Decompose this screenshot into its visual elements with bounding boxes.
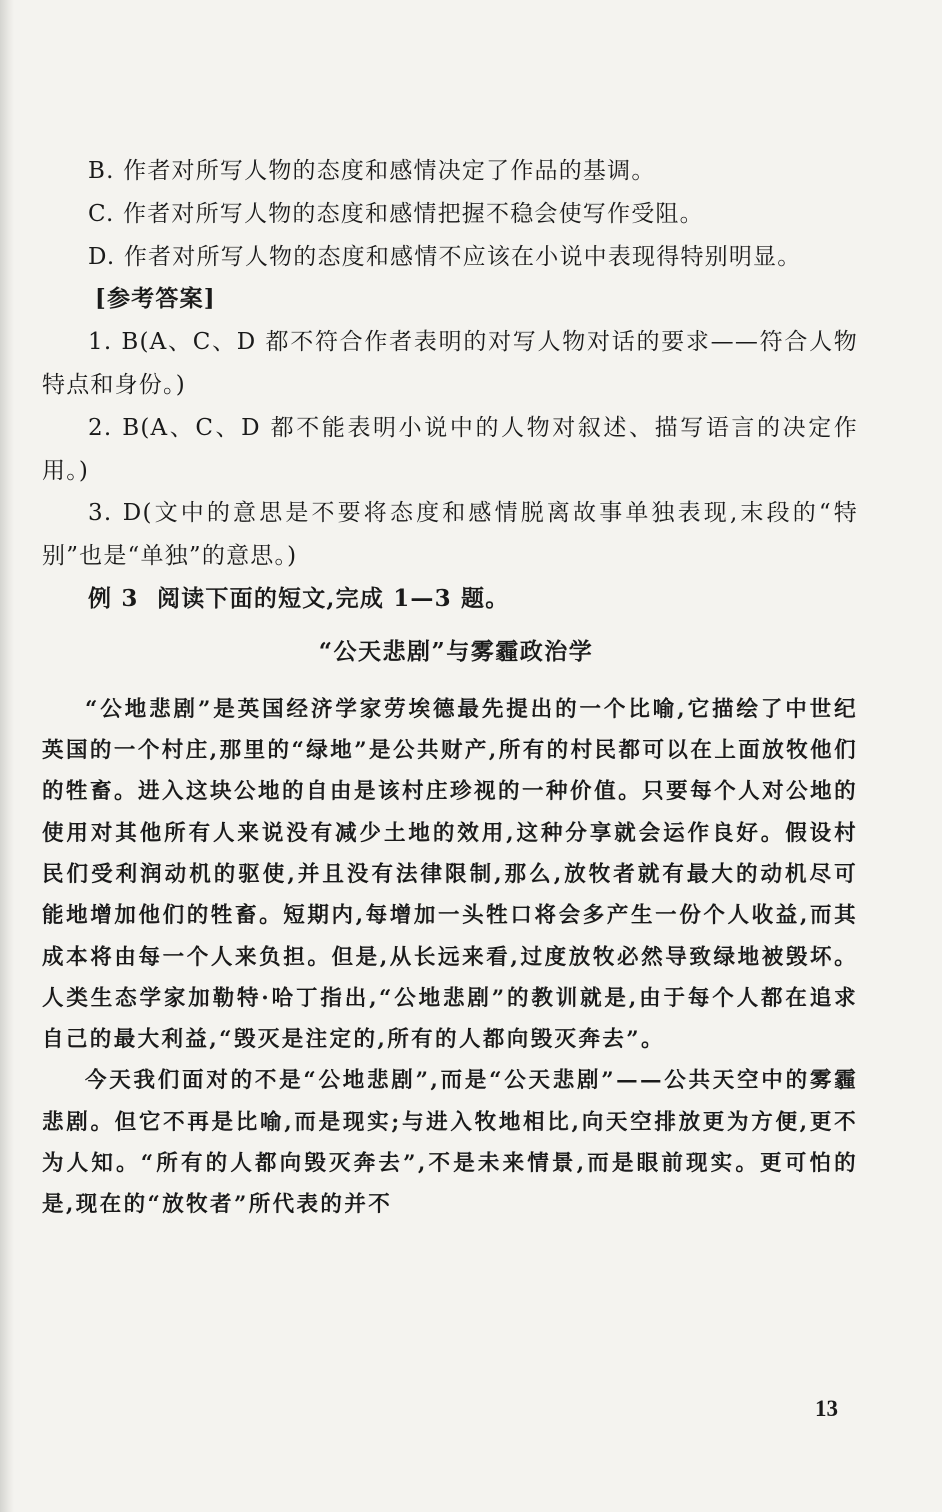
page-number: 13 — [815, 1396, 838, 1421]
article-paragraph-2: 今天我们面对的不是“公地悲剧”,而是“公天悲剧”——公共天空中的雾霾悲剧。但它不再是比喻,而是现实;与进入牧地相比,向天空排放更为方便,更不为人知。“所有的人都向毁灭奔去”,不是未来情景,而是眼前现实。更可怕的是,现在的“放牧者”所代表的并不 — [42, 1068, 858, 1218]
article-body — [42, 689, 858, 1226]
article-title: “公天悲剧”与雾霾政治学 — [318, 637, 594, 665]
option-b: B. 作者对所写人物的态度和感情决定了作品的基调。 — [88, 158, 656, 184]
option-c: C. 作者对所写人物的态度和感情把握不稳会使写作受阻。 — [88, 200, 704, 227]
page-edge-shadow — [0, 0, 14, 1512]
book-page — [42, 150, 858, 1226]
answer-3: 3. D(文中的意思是不要将态度和感情脱离故事单独表现,末段的“特别”也是“单独”的意思。) — [42, 500, 858, 570]
answer-1: 1. B(A、C、D 都不符合作者表明的对写人物对话的要求——符合人物特点和身份。) — [42, 329, 858, 398]
example-heading — [42, 578, 858, 621]
example-label: 例 3 — [88, 584, 139, 612]
answer-2: 2. B(A、C、D 都不能表明小说中的人物对叙述、描写语言的决定作用。) — [42, 414, 858, 484]
option-d: D. 作者对所写人物的态度和感情不应该在小说中表现得特别明显。 — [88, 243, 802, 270]
answers-heading: [参考答案] — [94, 285, 216, 313]
article-paragraph-1: “公地悲剧”是英国经济学家劳埃德最先提出的一个比喻,它描绘了中世纪英国的一个村庄,那里的“绿地”是公共财产,所有的村民都可以在上面放牧他们的牲畜。进入这块公地的自由是该村庄珍视的一种价值。只要每个人对公地的使用对其他所有人来说没有减少土地的效用,这种分享就会运作良好。假设村民们受利润动机的驱使,并且没有法律限制,那么,放牧者就有最大的动机尽可能地增加他们的牲畜。短期内,每增加一头牲口将会多产生一份个人收益,而其成本将由每一个人来负担。但是,从长远来看,过度放牧必然导致绿地被毁坏。人类生态学家加勒特·哈丁指出,“公地悲剧”的教训就是,由于每个人都在追求自己的最大利益,“毁灭是注定的,所有的人都向毁灭奔去”。 — [42, 696, 858, 1053]
example-instruction: 阅读下面的短文,完成 1—3 题。 — [157, 584, 510, 612]
question-options — [42, 150, 858, 621]
